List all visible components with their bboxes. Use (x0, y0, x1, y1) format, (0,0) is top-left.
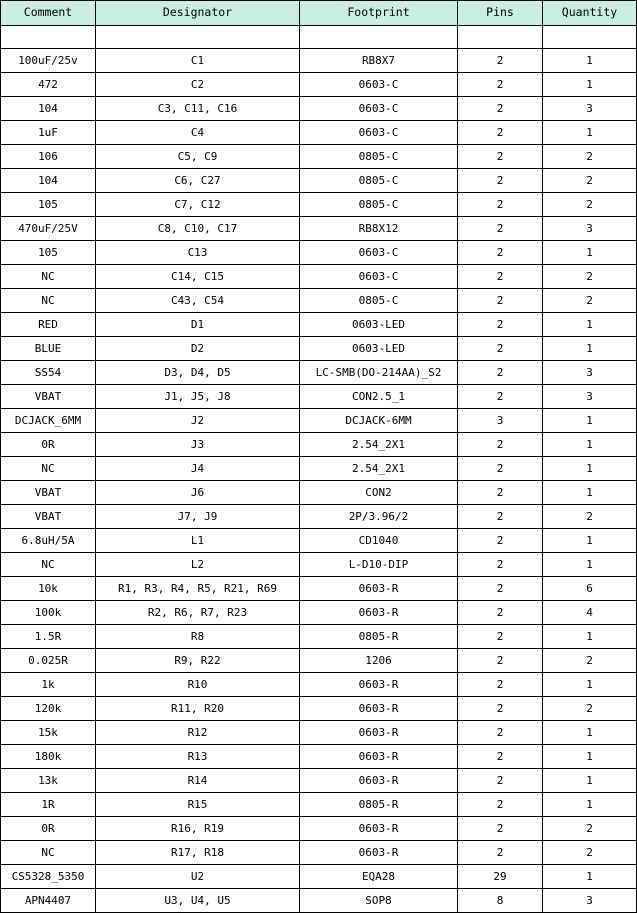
cell-designator: C6, C27 (96, 169, 300, 193)
cell-comment: 106 (1, 145, 96, 169)
cell-quantity: 1 (543, 49, 637, 73)
cell-pins: 2 (458, 145, 543, 169)
empty-cell (458, 26, 543, 49)
cell-pins: 2 (458, 505, 543, 529)
cell-footprint: SOP8 (300, 889, 458, 913)
cell-designator: J7, J9 (96, 505, 300, 529)
cell-pins: 2 (458, 193, 543, 217)
cell-pins: 2 (458, 745, 543, 769)
cell-footprint: 0603-R (300, 769, 458, 793)
cell-comment: APN4407 (1, 889, 96, 913)
cell-comment: 100k (1, 601, 96, 625)
cell-designator: R10 (96, 673, 300, 697)
cell-designator: D2 (96, 337, 300, 361)
cell-comment: 180k (1, 745, 96, 769)
cell-pins: 2 (458, 241, 543, 265)
cell-quantity: 2 (543, 169, 637, 193)
empty-cell (96, 26, 300, 49)
cell-footprint: RB8X7 (300, 49, 458, 73)
cell-pins: 2 (458, 97, 543, 121)
cell-footprint: CON2 (300, 481, 458, 505)
cell-pins: 3 (458, 409, 543, 433)
cell-pins: 29 (458, 865, 543, 889)
table-row (1, 121, 637, 145)
cell-pins: 2 (458, 817, 543, 841)
cell-pins: 2 (458, 313, 543, 337)
cell-pins: 2 (458, 769, 543, 793)
cell-footprint: 0603-C (300, 121, 458, 145)
cell-comment: RED (1, 313, 96, 337)
cell-quantity: 1 (543, 865, 637, 889)
cell-comment: VBAT (1, 481, 96, 505)
table-row (1, 265, 637, 289)
cell-comment: 100uF/25v (1, 49, 96, 73)
cell-pins: 2 (458, 433, 543, 457)
cell-quantity: 1 (543, 409, 637, 433)
cell-pins: 2 (458, 217, 543, 241)
table-row (1, 193, 637, 217)
cell-comment: SS54 (1, 361, 96, 385)
cell-designator: C1 (96, 49, 300, 73)
cell-comment: 1.5R (1, 625, 96, 649)
cell-footprint: 0603-R (300, 577, 458, 601)
cell-designator: J2 (96, 409, 300, 433)
cell-footprint: 2P/3.96/2 (300, 505, 458, 529)
cell-footprint: 0603-LED (300, 313, 458, 337)
cell-quantity: 1 (543, 241, 637, 265)
cell-footprint: 0603-R (300, 601, 458, 625)
cell-footprint: 0603-R (300, 721, 458, 745)
table-row (1, 49, 637, 73)
cell-pins: 2 (458, 601, 543, 625)
cell-comment: 105 (1, 193, 96, 217)
cell-designator: R13 (96, 745, 300, 769)
cell-comment: NC (1, 457, 96, 481)
table-row (1, 217, 637, 241)
cell-comment: 120k (1, 697, 96, 721)
table-row (1, 625, 637, 649)
cell-pins: 2 (458, 73, 543, 97)
cell-quantity: 3 (543, 361, 637, 385)
cell-comment: 1uF (1, 121, 96, 145)
table-row (1, 865, 637, 889)
cell-footprint: 0603-C (300, 73, 458, 97)
empty-cell (543, 26, 637, 49)
empty-row (1, 26, 637, 49)
cell-footprint: 0805-C (300, 145, 458, 169)
table-row (1, 553, 637, 577)
cell-quantity: 2 (543, 649, 637, 673)
cell-quantity: 1 (543, 481, 637, 505)
cell-footprint: CON2.5_1 (300, 385, 458, 409)
table-row (1, 97, 637, 121)
cell-designator: R1, R3, R4, R5, R21, R69 (96, 577, 300, 601)
table-row (1, 601, 637, 625)
column-header-comment: Comment (1, 1, 96, 26)
cell-footprint: 0805-R (300, 625, 458, 649)
cell-comment: 105 (1, 241, 96, 265)
cell-pins: 8 (458, 889, 543, 913)
cell-quantity: 2 (543, 193, 637, 217)
table-header-row (1, 1, 637, 26)
cell-quantity: 2 (543, 841, 637, 865)
cell-comment: 0.025R (1, 649, 96, 673)
cell-quantity: 1 (543, 553, 637, 577)
cell-footprint: CD1040 (300, 529, 458, 553)
cell-pins: 2 (458, 49, 543, 73)
cell-pins: 2 (458, 649, 543, 673)
table-row (1, 793, 637, 817)
table-row (1, 73, 637, 97)
empty-cell (1, 26, 96, 49)
cell-pins: 2 (458, 457, 543, 481)
cell-quantity: 1 (543, 121, 637, 145)
cell-pins: 2 (458, 289, 543, 313)
table-row (1, 721, 637, 745)
cell-designator: R2, R6, R7, R23 (96, 601, 300, 625)
cell-footprint: L-D10-DIP (300, 553, 458, 577)
cell-designator: R8 (96, 625, 300, 649)
cell-quantity: 1 (543, 745, 637, 769)
cell-footprint: 0805-C (300, 169, 458, 193)
cell-footprint: 0603-R (300, 697, 458, 721)
cell-designator: C4 (96, 121, 300, 145)
cell-quantity: 2 (543, 145, 637, 169)
table-row (1, 289, 637, 313)
cell-quantity: 2 (543, 289, 637, 313)
cell-footprint: EQA28 (300, 865, 458, 889)
table-row (1, 697, 637, 721)
cell-footprint: 0805-R (300, 793, 458, 817)
cell-comment: 0R (1, 817, 96, 841)
cell-designator: C8, C10, C17 (96, 217, 300, 241)
cell-designator: J6 (96, 481, 300, 505)
cell-designator: J1, J5, J8 (96, 385, 300, 409)
cell-designator: R12 (96, 721, 300, 745)
cell-comment: 104 (1, 97, 96, 121)
cell-quantity: 1 (543, 337, 637, 361)
cell-footprint: 0805-C (300, 193, 458, 217)
table-body (1, 26, 637, 913)
cell-designator: C5, C9 (96, 145, 300, 169)
cell-footprint: 0603-C (300, 241, 458, 265)
cell-footprint: 0603-R (300, 841, 458, 865)
cell-pins: 2 (458, 553, 543, 577)
cell-quantity: 1 (543, 673, 637, 697)
cell-quantity: 2 (543, 265, 637, 289)
cell-quantity: 6 (543, 577, 637, 601)
table-row (1, 457, 637, 481)
cell-comment: BLUE (1, 337, 96, 361)
table-row (1, 361, 637, 385)
cell-footprint: 0603-R (300, 817, 458, 841)
cell-designator: R14 (96, 769, 300, 793)
cell-pins: 2 (458, 265, 543, 289)
cell-pins: 2 (458, 721, 543, 745)
table-row (1, 817, 637, 841)
cell-comment: NC (1, 553, 96, 577)
cell-comment: DCJACK_6MM (1, 409, 96, 433)
cell-quantity: 2 (543, 505, 637, 529)
cell-quantity: 1 (543, 433, 637, 457)
cell-pins: 2 (458, 793, 543, 817)
cell-comment: 472 (1, 73, 96, 97)
table-row (1, 673, 637, 697)
cell-comment: VBAT (1, 385, 96, 409)
cell-comment: VBAT (1, 505, 96, 529)
cell-quantity: 1 (543, 793, 637, 817)
cell-quantity: 1 (543, 721, 637, 745)
cell-pins: 2 (458, 577, 543, 601)
cell-footprint: 0603-LED (300, 337, 458, 361)
cell-quantity: 3 (543, 889, 637, 913)
empty-cell (300, 26, 458, 49)
cell-quantity: 1 (543, 73, 637, 97)
table-row (1, 313, 637, 337)
cell-footprint: 1206 (300, 649, 458, 673)
table-row (1, 889, 637, 913)
cell-footprint: 0603-C (300, 265, 458, 289)
column-header-designator: Designator (96, 1, 300, 26)
cell-pins: 2 (458, 625, 543, 649)
cell-quantity: 2 (543, 817, 637, 841)
table-row (1, 505, 637, 529)
cell-designator: J4 (96, 457, 300, 481)
table-row (1, 745, 637, 769)
table-row (1, 577, 637, 601)
cell-comment: NC (1, 265, 96, 289)
cell-designator: D3, D4, D5 (96, 361, 300, 385)
cell-designator: C14, C15 (96, 265, 300, 289)
cell-footprint: 0603-C (300, 97, 458, 121)
cell-designator: R15 (96, 793, 300, 817)
cell-comment: 6.8uH/5A (1, 529, 96, 553)
table-row (1, 241, 637, 265)
cell-pins: 2 (458, 673, 543, 697)
cell-comment: CS5328_5350 (1, 865, 96, 889)
column-header-quantity: Quantity (543, 1, 637, 26)
cell-pins: 2 (458, 697, 543, 721)
cell-designator: D1 (96, 313, 300, 337)
cell-footprint: RB8X12 (300, 217, 458, 241)
table-row (1, 433, 637, 457)
cell-comment: NC (1, 289, 96, 313)
cell-quantity: 3 (543, 217, 637, 241)
cell-footprint: 2.54_2X1 (300, 433, 458, 457)
cell-quantity: 3 (543, 385, 637, 409)
cell-designator: L2 (96, 553, 300, 577)
cell-footprint: 0805-C (300, 289, 458, 313)
table-row (1, 385, 637, 409)
table-row (1, 841, 637, 865)
cell-pins: 2 (458, 169, 543, 193)
cell-designator: U3, U4, U5 (96, 889, 300, 913)
cell-footprint: 2.54_2X1 (300, 457, 458, 481)
cell-designator: R11, R20 (96, 697, 300, 721)
cell-pins: 2 (458, 385, 543, 409)
cell-quantity: 2 (543, 697, 637, 721)
cell-pins: 2 (458, 361, 543, 385)
table-row (1, 337, 637, 361)
cell-designator: C13 (96, 241, 300, 265)
cell-comment: 1R (1, 793, 96, 817)
table-row (1, 481, 637, 505)
cell-footprint: LC-SMB(DO-214AA)_S2 (300, 361, 458, 385)
cell-comment: 0R (1, 433, 96, 457)
cell-comment: 15k (1, 721, 96, 745)
cell-quantity: 4 (543, 601, 637, 625)
cell-designator: J3 (96, 433, 300, 457)
cell-designator: C3, C11, C16 (96, 97, 300, 121)
cell-designator: R16, R19 (96, 817, 300, 841)
cell-comment: 10k (1, 577, 96, 601)
cell-quantity: 1 (543, 769, 637, 793)
cell-designator: C7, C12 (96, 193, 300, 217)
cell-pins: 2 (458, 337, 543, 361)
cell-quantity: 1 (543, 529, 637, 553)
table-row (1, 529, 637, 553)
cell-quantity: 1 (543, 625, 637, 649)
cell-designator: U2 (96, 865, 300, 889)
cell-designator: L1 (96, 529, 300, 553)
cell-footprint: DCJACK-6MM (300, 409, 458, 433)
cell-comment: 1k (1, 673, 96, 697)
cell-comment: 13k (1, 769, 96, 793)
table-row (1, 649, 637, 673)
cell-footprint: 0603-R (300, 673, 458, 697)
cell-quantity: 3 (543, 97, 637, 121)
cell-comment: 104 (1, 169, 96, 193)
table-row (1, 145, 637, 169)
column-header-pins: Pins (458, 1, 543, 26)
cell-designator: R17, R18 (96, 841, 300, 865)
column-header-footprint: Footprint (300, 1, 458, 26)
cell-comment: NC (1, 841, 96, 865)
cell-comment: 470uF/25V (1, 217, 96, 241)
cell-pins: 2 (458, 529, 543, 553)
cell-designator: C43, C54 (96, 289, 300, 313)
cell-pins: 2 (458, 841, 543, 865)
cell-designator: R9, R22 (96, 649, 300, 673)
cell-footprint: 0603-R (300, 745, 458, 769)
cell-pins: 2 (458, 481, 543, 505)
cell-designator: C2 (96, 73, 300, 97)
table-row (1, 769, 637, 793)
table-row (1, 409, 637, 433)
cell-quantity: 1 (543, 313, 637, 337)
cell-quantity: 1 (543, 457, 637, 481)
table-row (1, 169, 637, 193)
cell-pins: 2 (458, 121, 543, 145)
